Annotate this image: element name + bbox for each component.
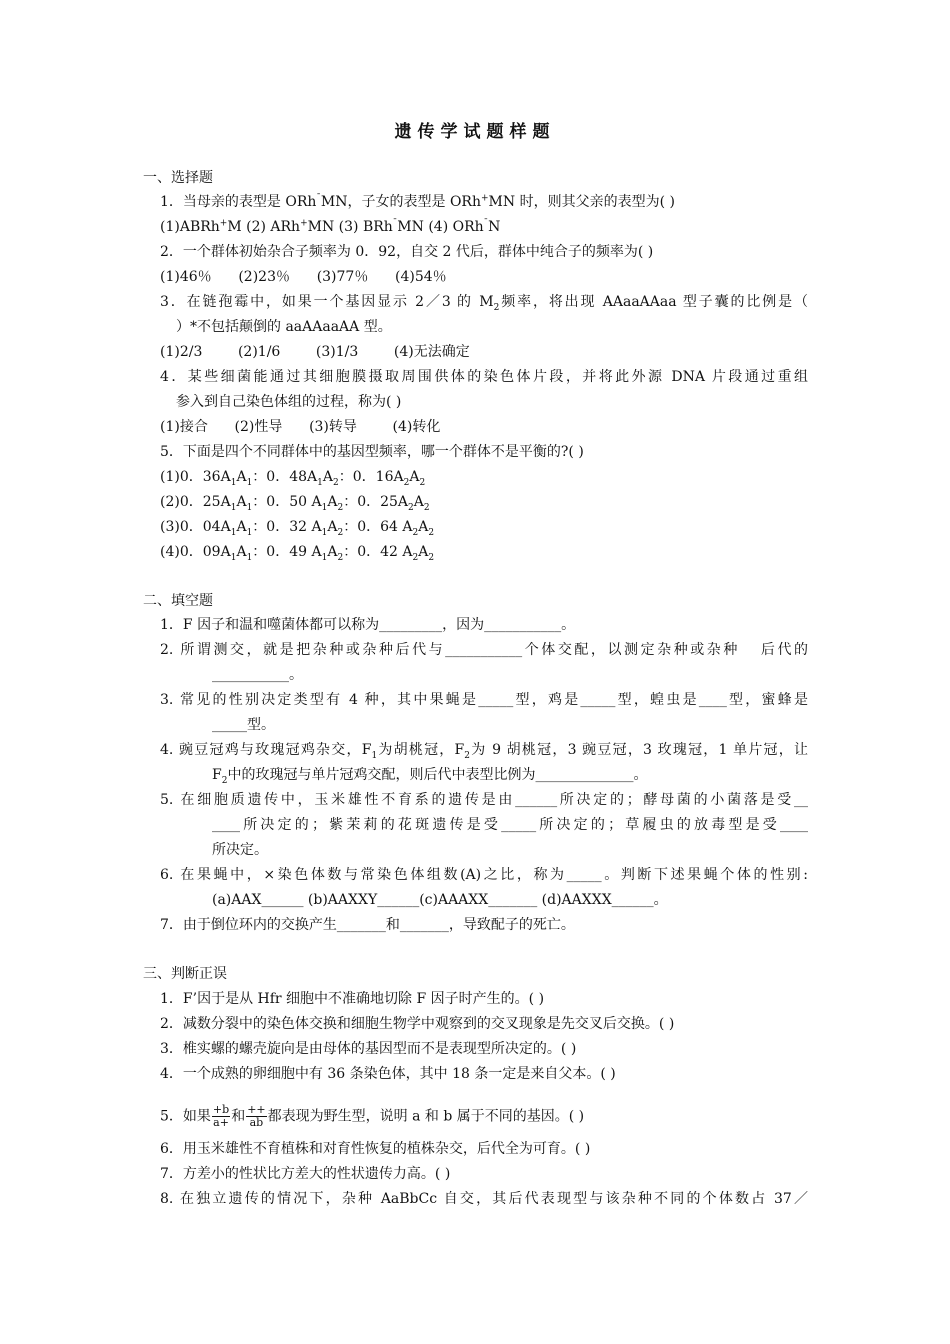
fill-question-6-line-1: 6. 在果蝇中，×染色体数与常染色体组数(A)之比，称为_____。判断下述果蝇个体的性别:	[160, 867, 808, 883]
fill-question-5-line-1: 5. 在细胞质遗传中，玉米雄性不育系的遗传是由______所决定的；酵母菌的小菌落是受__	[160, 792, 808, 808]
tf-question-8: 8. 在独立遗传的情况下，杂种 AaBbCc 自交，其后代表现型与该杂种不同的个体数占 37／	[160, 1191, 808, 1207]
tf-question-1: 1．F’因于是从 Hfr 细胞中不准确地切除 F 因子时产生的。( )	[160, 991, 545, 1007]
choice-question-1-options: (1)ABRh+M (2) ARh+MN (3) BRh¯MN (4) ORh¯N	[160, 218, 501, 235]
fill-question-5-line-3: 所决定。	[212, 842, 268, 858]
tf-question-6: 6．用玉米雄性不育植株和对育性恢复的植株杂交，后代全为可育。( )	[160, 1141, 591, 1157]
fill-question-5-line-2: ____所决定的；紫茉莉的花斑遗传是受_____所决定的；草履虫的放毒型是受____	[212, 817, 808, 833]
fill-question-3-line-2: _____型。	[212, 717, 275, 733]
fill-question-4-line-2: $F_2$中的玫瑰冠与单片冠鸡交配，则后代中表型比例为______________。	[212, 767, 648, 786]
choice-question-3-options: (1)2/3 (2)1/6 (3)1/3 (4)无法确定	[160, 344, 470, 360]
choice-question-5-option: (2)0．$25A_1A_1$：0．50 $A_1A_2$：0．$25A_2A_2$	[160, 494, 430, 513]
choice-question-2-options: (1)46％ (2)23％ (3)77％ (4)54％	[160, 269, 447, 285]
tf-question-4: 4．一个成熟的卵细胞中有 36 条染色体，其中 18 条一定是来自父本。( )	[160, 1066, 616, 1082]
choice-question-4-line-2: 参入到自己染色体组的过程，称为( )	[176, 394, 402, 410]
fill-question-1: 1．F 因子和温和噬菌体都可以称为_________，因为___________。	[160, 617, 576, 633]
fill-question-3-line-1: 3. 常见的性别决定类型有 4 种，其中果蝇是_____型，鸡是_____型，蝗虫是____型，蜜蜂是	[160, 692, 808, 708]
choice-question-5-option: (1)0．$36A_1A_1$：0．$48A_1A_2$：0．$16A_2A_2$	[160, 469, 426, 488]
section-heading-choice: 一、选择题	[143, 170, 213, 186]
section-heading-fill-in: 二、填空题	[143, 593, 213, 609]
fill-question-6-line-2: (a)AAX______ (b)AAXXY______(c)AAAXX_______ (d)AAXXX______。	[212, 892, 668, 908]
fill-question-2-line-1: 2. 所谓测交，就是把杂种或杂种后代与___________个体交配，以测定杂种或杂种 后代的	[160, 642, 808, 658]
choice-question-5-option: (4)0．$09A_1A_1$：0．49 $A_1A_2$：0．42 $A_2A_2$	[160, 544, 435, 563]
choice-question-3-line-1: 3．在链孢霉中，如果一个基因显示 2／3 的 $M_2$频率，将出现 AAaaAAaa 型子囊的比例是（	[160, 294, 809, 313]
choice-question-4-line-1: 4．某些细菌能通过其细胞膜摄取周围供体的染色体片段，并将此外源 DNA 片段通过重组	[160, 369, 808, 385]
tf-question-5: 5．如果 $\frac{+b}{a+}$ 和 $\frac{++}{ab}$ 都表现为野生型，说明 a 和 b 属于不同的基因。( )	[160, 1103, 585, 1129]
choice-question-2: 2．一个群体初始杂合子频率为 0．92，自交 2 代后，群体中纯合子的频率为( )	[160, 244, 654, 260]
fill-question-4-line-1: 4. 豌豆冠鸡与玫瑰冠鸡杂交，$F_1$为胡桃冠，$F_2$为 9 胡桃冠，3 豌豆冠，3 玫瑰冠，1 单片冠，让	[160, 742, 808, 761]
choice-question-5: 5．下面是四个不同群体中的基因型频率，哪一个群体不是平衡的?( )	[160, 444, 584, 460]
fill-question-2-line-2: ___________。	[212, 667, 303, 683]
genotype-fraction: $\frac{+b}{a+}$	[212, 1103, 230, 1129]
section-heading-true-false: 三、判断正误	[143, 966, 227, 982]
choice-question-5-option: (3)0．$04A_1A_1$：0．32 $A_1A_2$：0．64 $A_2A_2$	[160, 519, 435, 538]
choice-question-1: 1．当母亲的表型是 ORh¯MN，子女的表型是 ORh+MN 时，则其父亲的表型为( )	[160, 193, 675, 210]
choice-question-4-options: (1)接合 (2)性导 (3)转导 (4)转化	[160, 419, 441, 435]
tf-question-2: 2．减数分裂中的染色体交换和细胞生物学中观察到的交叉现象是先交叉后交换。( )	[160, 1016, 675, 1032]
choice-question-3-line-2: ）*不包括颠倒的 aaAAaaAA 型。	[176, 319, 392, 335]
fill-question-7: 7．由于倒位环内的交换产生_______和_______，导致配子的死亡。	[160, 917, 575, 933]
tf-question-7: 7．方差小的性状比方差大的性状遗传力高。( )	[160, 1166, 451, 1182]
page-title: 遗传学试题样题	[394, 122, 556, 142]
genotype-fraction: $\frac{++}{ab}$	[247, 1103, 266, 1129]
tf-question-3: 3．椎实螺的螺壳旋向是由母体的基因型而不是表现型所决定的。( )	[160, 1041, 577, 1057]
